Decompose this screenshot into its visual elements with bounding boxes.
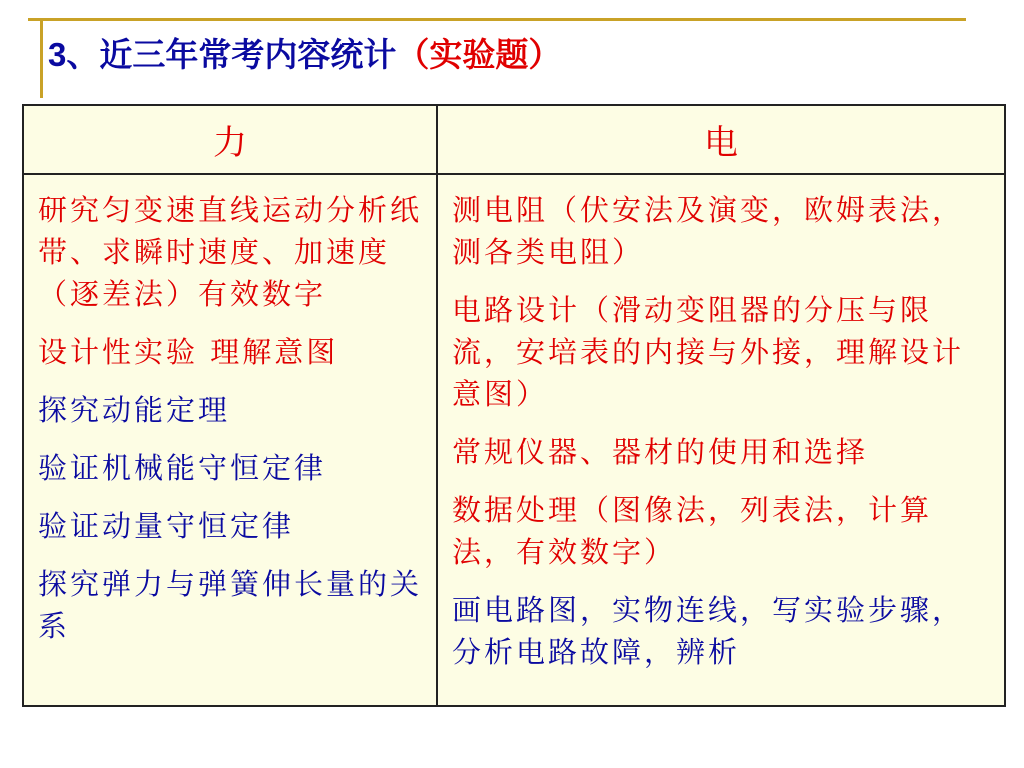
title-accent: （实验题）: [396, 35, 562, 74]
list-item: 数据处理（图像法，列表法，计算法，有效数字）: [452, 493, 933, 569]
header-row: [23, 105, 1005, 174]
title-main: 、近三年常考内容统计: [66, 35, 397, 74]
list-item: 探究弹力与弹簧伸长量的关系: [38, 567, 423, 643]
list-item: 验证机械能守恒定律: [38, 451, 327, 485]
list-item: 研究匀变速直线运动分析纸带、求瞬时速度、加速度（逐差法）有效数字: [38, 193, 423, 311]
title-top-rule: [28, 18, 966, 21]
list-item: 探究动能定理: [38, 393, 231, 427]
electricity-cell: [437, 174, 1005, 706]
title-side-rule: [40, 18, 43, 98]
title-number: 3: [48, 36, 67, 73]
header-mechanics: 力: [23, 105, 437, 174]
list-item: 测电阻（伏安法及演变，欧姆表法，测各类电阻）: [452, 193, 965, 269]
content-row: [23, 174, 1005, 706]
mechanics-cell: [23, 174, 437, 706]
header-electricity: 电: [437, 105, 1005, 174]
list-item: 画电路图，实物连线，写实验步骤，分析电路故障，辨析: [452, 593, 965, 669]
list-item: 电路设计（滑动变阻器的分压与限流，安培表的内接与外接，理解设计意图）: [452, 293, 965, 411]
slide-title: [48, 30, 561, 80]
stats-table: [22, 104, 1006, 707]
list-item: 常规仪器、器材的使用和选择: [452, 435, 869, 469]
list-item: 验证动量守恒定律: [38, 509, 295, 543]
list-item: 设计性实验 理解意图: [38, 335, 339, 369]
